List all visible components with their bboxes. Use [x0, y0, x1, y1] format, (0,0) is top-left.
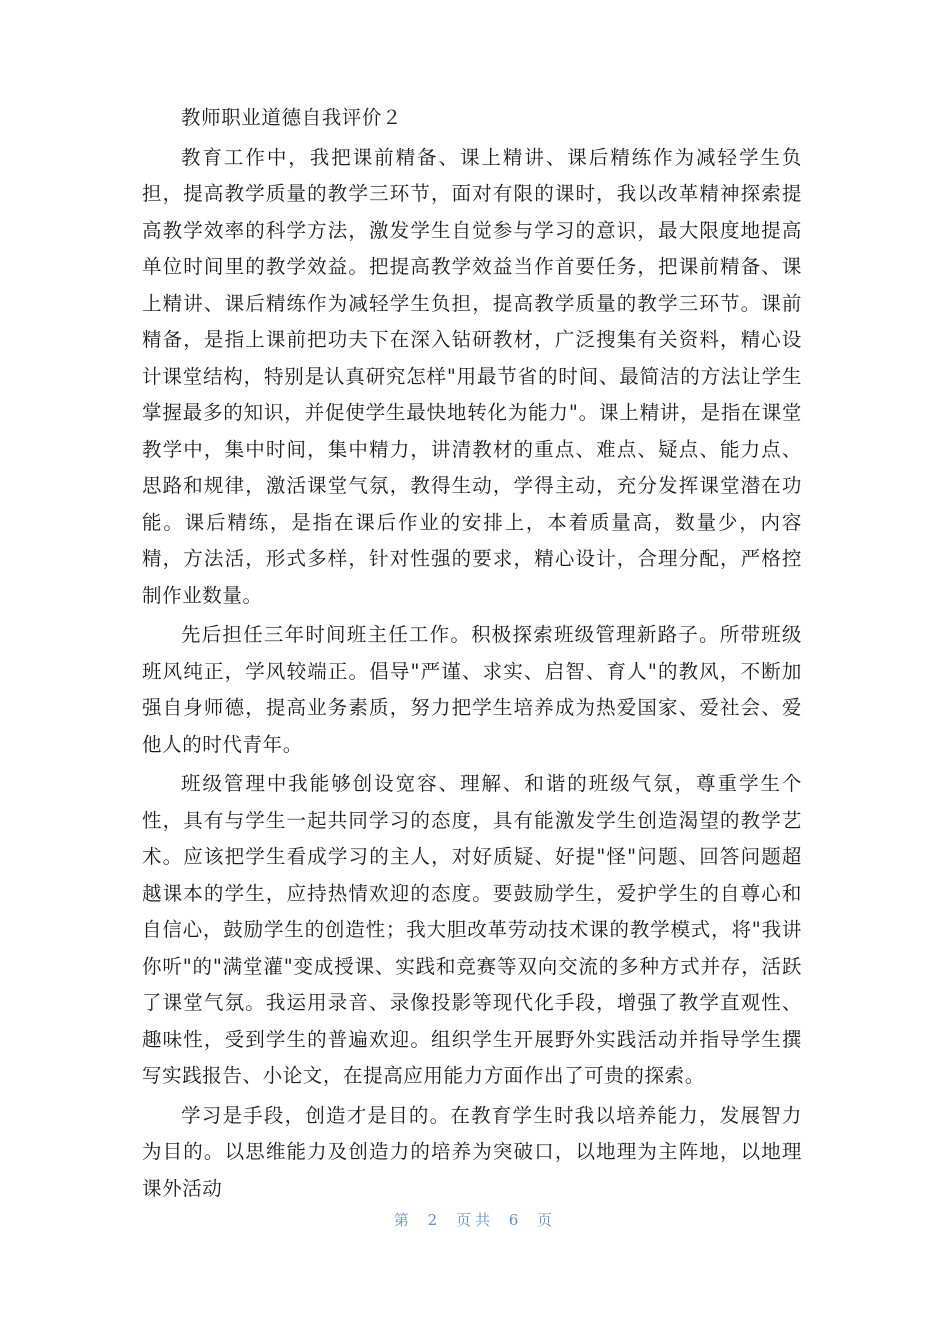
paragraph: 教育工作中，我把课前精备、课上精讲、课后精练作为减轻学生负担，提高教学质量的教学三环节，面对有限的课时，我以改革精神探索提高教学效率的科学方法，激发学生自觉参与学习的意识，最大限度地提高单位时间里的教学效益。把提高教学效益当作首要任务，把课前精备、课上精讲、课后精练作为减轻学生负担，提高教学质量的教学三环节。课前精备，是指上课前把功夫下在深入钻研教材，广泛搜集有关资料，精心设计课堂结构，特别是认真研究怎样"用最节省的时间、最简洁的方法让学生掌握最多的知识，并促使学生最快地转化为能力"。课上精讲，是指在课堂教学中，集中时间，集中精力，讲清教材的重点、难点、疑点、能力点、思路和规律，激活课堂气氛，教得生动，学得主动，充分发挥课堂潜在功能。课后精练，是指在课后作业的安排上，本着质量高，数量少，内容精，方法活，形式多样，针对性强的要求，精心设计，合理分配，严格控制作业数量。	[142, 145, 802, 607]
paragraph: 班级管理中我能够创设宽容、理解、和谐的班级气氛，尊重学生个性，具有与学生一起共同学习的态度，具有能激发学生创造渴望的教学艺术。应该把学生看成学习的主人，对好质疑、好提"怪"问题、回答问题超越课本的学生，应持热情欢迎的态度。要鼓励学生，爱护学生的自尊心和自信心，鼓励学生的创造性；我大胆改革劳动技术课的教学模式，将"我讲你听"的"满堂灌"变成授课、实践和竞赛等双向交流的多种方式并存，活跃了课堂气氛。我运用录音、录像投影等现代化手段，增强了教学直观性、趣味性，受到学生的普遍欢迎。组织学生开展野外实践活动并指导学生撰写实践报告、小论文，在提高应用能力方面作出了可贵的探索。	[142, 772, 802, 1087]
section-title: 教师职业道德自我评价２	[181, 106, 403, 129]
page-number-footer: 第 2 页共 6 页	[393, 1211, 557, 1229]
document-body	[142, 100, 802, 1210]
paragraph: 先后担任三年时间班主任工作。积极探索班级管理新路子。所带班级班风纯正，学风较端正。倡导"严谨、求实、启智、育人"的教风，不断加强自身师德，提高业务素质，努力把学生培养成为热爱国家、爱社会、爱他人的时代青年。	[142, 623, 802, 756]
paragraph: 学习是手段，创造才是目的。在教育学生时我以培养能力，发展智力为目的。以思维能力及创造力的培养为突破口，以地理为主阵地，以地理课外活动	[142, 1103, 802, 1200]
